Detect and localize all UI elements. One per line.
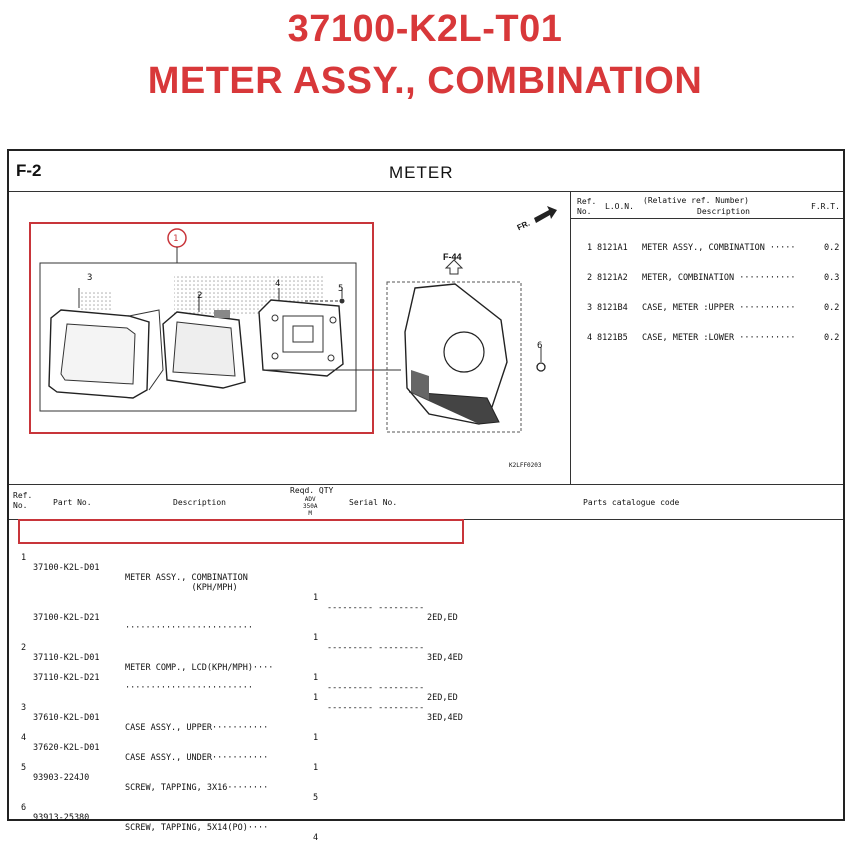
callout-4: 4 bbox=[275, 279, 281, 289]
lon-row-frt: 0.2 bbox=[824, 333, 840, 343]
lon-head-frt: F.R.T. bbox=[811, 202, 840, 211]
sheet-code: F-2 bbox=[16, 161, 42, 180]
lon-row-desc: CASE, METER :LOWER ··········· bbox=[642, 333, 796, 343]
part-name-title: METER ASSY., COMBINATION bbox=[147, 60, 703, 102]
lon-row-ref: 2 bbox=[587, 273, 593, 283]
lon-row-ref: 4 bbox=[587, 333, 593, 343]
lon-row-desc: METER ASSY., COMBINATION ····· bbox=[642, 243, 796, 253]
callout-5: 5 bbox=[338, 284, 344, 294]
parts-sheet bbox=[7, 149, 845, 843]
ref-f44-label: F-44 bbox=[443, 252, 462, 262]
parts-head-qty: Reqd. QTY bbox=[290, 486, 334, 495]
parts-head-serial: Serial No. bbox=[349, 498, 398, 507]
lon-code-col bbox=[597, 223, 628, 363]
diagram-bottom-divider bbox=[9, 484, 843, 485]
sheet-title: METER bbox=[389, 163, 454, 182]
lon-row-frt: 0.2 bbox=[824, 243, 840, 253]
lon-head-ref: Ref. No. bbox=[577, 197, 597, 216]
lon-row-code: 8121B5 bbox=[597, 333, 628, 343]
table-row: 4 37620-K2L-D01 CASE ASSY., UNDER··········· 1 bbox=[21, 733, 319, 773]
table-row: 1 37100-K2L-D01 METER ASSY., COMBINATION bbox=[21, 553, 248, 583]
lon-row-code: 8121B4 bbox=[597, 303, 628, 313]
lon-row-desc: METER, COMBINATION ··········· bbox=[642, 273, 796, 283]
bracket-f44 bbox=[405, 284, 507, 424]
lon-row-ref: 3 bbox=[587, 303, 593, 313]
parts-head-catalogue: Parts catalogue code bbox=[583, 498, 680, 507]
lon-row-code: 8121A1 bbox=[597, 243, 628, 253]
lon-head-desc-top: (Relative ref. Number) bbox=[643, 196, 749, 205]
table-row: 3 37610-K2L-D01 CASE ASSY., UPPER··········· 1 bbox=[21, 703, 319, 743]
row-1-highlight bbox=[18, 519, 464, 544]
lon-desc-col bbox=[642, 223, 796, 363]
parts-head-part: Part No. bbox=[53, 498, 92, 507]
lon-head-lon: L.O.N. bbox=[605, 202, 634, 211]
table-row: 6 93913-25380 SCREW, TAPPING, 5X14(PO)···· 4 bbox=[21, 803, 319, 843]
lon-frt-col bbox=[824, 223, 844, 363]
table-row: 2 37110-K2L-D01 METER COMP., LCD(KPH/MPH)···· 1 --------- --------- 2ED,ED bbox=[21, 643, 458, 703]
lon-row-frt: 0.2 bbox=[824, 303, 840, 313]
part-3-upper-case bbox=[49, 288, 163, 398]
table-row: 5 93903-224J0 SCREW, TAPPING, 3X16········ 5 bbox=[21, 763, 319, 803]
fr-label: FR. bbox=[515, 218, 532, 233]
figure-code: K2LFF0203 bbox=[509, 462, 542, 469]
parts-head-desc: Description bbox=[173, 498, 226, 507]
exploded-diagram bbox=[9, 192, 569, 484]
parts-rows bbox=[21, 523, 463, 843]
lon-head-desc: Description bbox=[697, 207, 750, 216]
lon-row-ref: 1 bbox=[587, 243, 593, 253]
callout-1: 1 bbox=[173, 234, 179, 244]
lon-row-desc: CASE, METER :UPPER ··········· bbox=[642, 303, 796, 313]
parts-head-model: ADV 350A M bbox=[303, 496, 318, 517]
diagram-divider bbox=[570, 191, 571, 485]
lon-row-code: 8121A2 bbox=[597, 273, 628, 283]
callout-6: 6 bbox=[537, 341, 543, 351]
table-row: (KPH/MPH) 1 --------- --------- 2ED,ED bbox=[125, 583, 458, 623]
callout-3: 3 bbox=[87, 273, 93, 283]
lon-row-frt: 0.3 bbox=[824, 273, 840, 283]
table-row: 37100-K2L-D21 ························· 1 --------- --------- 3ED,4ED bbox=[33, 613, 463, 663]
table-row: 37110-K2L-D21 ························· 1 --------- --------- 3ED,4ED bbox=[33, 673, 463, 723]
part-number-title: 37100-K2L-T01 bbox=[287, 8, 563, 50]
callout-2: 2 bbox=[197, 291, 203, 301]
parts-head-ref: Ref. No. bbox=[13, 491, 33, 510]
